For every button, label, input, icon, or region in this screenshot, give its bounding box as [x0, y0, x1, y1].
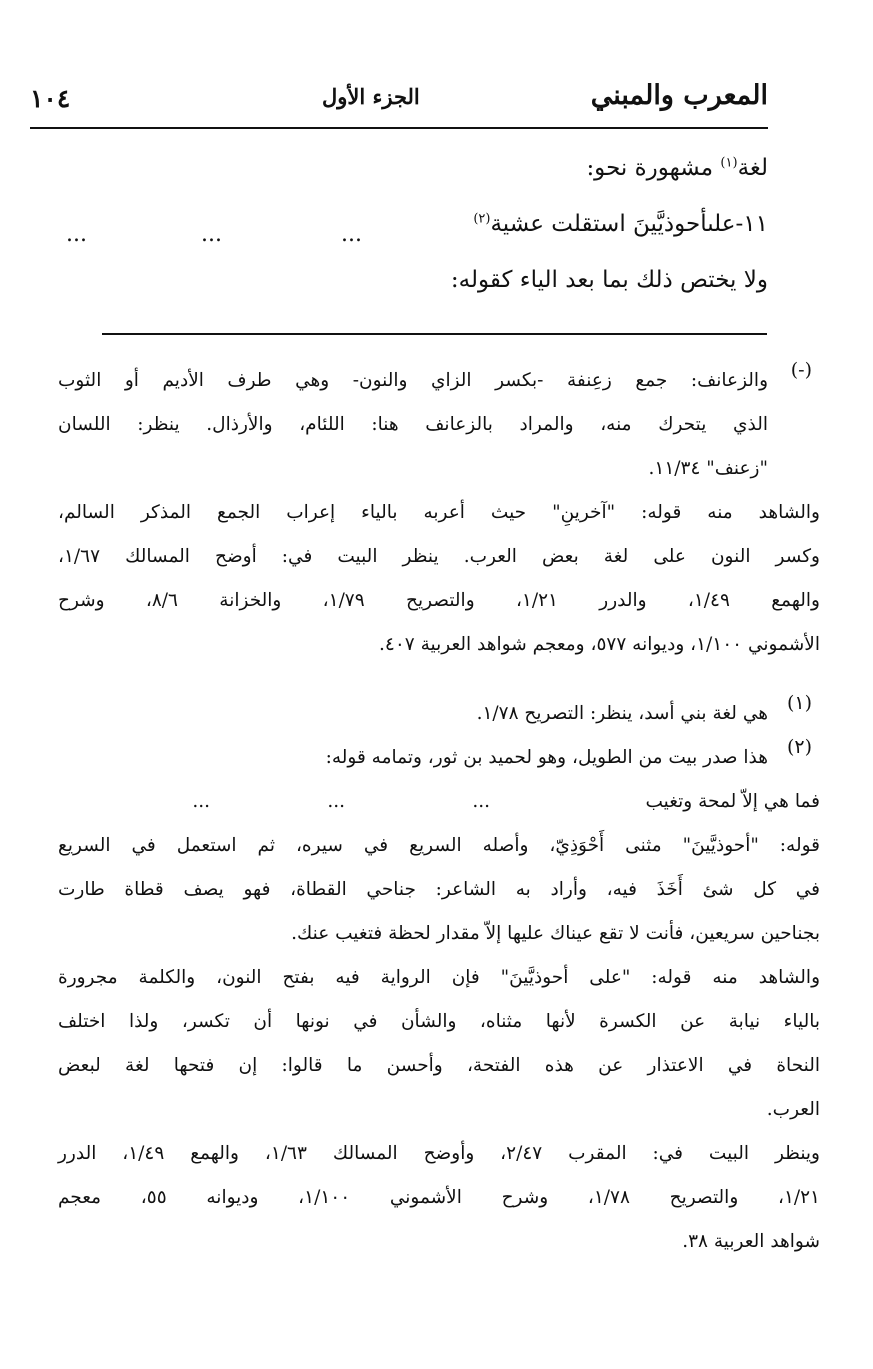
verse-hemistich: فما هي إلاّ لمحة وتغيب — [645, 791, 820, 812]
footnote-line: شواهد العربية ٣٨. — [682, 1231, 820, 1252]
verse-ellipsis-1: ... — [341, 222, 362, 247]
book-title: المعرب والمبني — [590, 80, 768, 111]
footnote-marker: (١) — [786, 692, 812, 714]
verse-completion — [58, 780, 820, 824]
verse-completion-ellipsis: ... — [327, 791, 345, 812]
footnote-dash — [58, 359, 820, 667]
footnote-line: وكسر النون على لغة بعض العرب. ينظر البيت في: أوضح المسالك ١/٦٧، — [58, 546, 820, 567]
footnote-line: في كل شئ أَخَذَ فيه، وأراد به الشاعر: جناحي القطاة، فهو يصف قطاة طارت — [58, 879, 820, 900]
main-line-1-after: مشهورة نحو: — [586, 155, 721, 181]
footnote-line: هي لغة بني أسد، ينظر: التصريح ١/٧٨. — [476, 703, 768, 724]
verse-completion-ellipsis: ... — [192, 791, 210, 812]
footnote-1 — [58, 692, 812, 736]
footnote-ref-2: (٢) — [473, 211, 491, 227]
header-rule — [30, 127, 768, 129]
footnote-marker: (٢) — [786, 736, 812, 758]
part-title: الجزء الأول — [322, 84, 420, 109]
footnote-line: ١/٢١، والتصريح ١/٧٨، وشرح الأشموني ١/١٠٠، وديوانه ٥٥، معجم — [58, 1187, 820, 1208]
footnote-line: والهمع ١/٤٩، والدرر ١/٢١، والتصريح ١/٧٩، والخزانة ٨/٦، وشرح — [58, 590, 820, 611]
footnote-line: هذا صدر بيت من الطويل، وهو لحميد بن ثور، وتمامه قوله: — [325, 747, 768, 768]
footnote-line: بجناحين سريعين، فأنت لا تقع عيناك عليها إلاّ مقدار لحظة فتغيب عنك. — [291, 923, 820, 944]
main-line-3: ولا يختص ذلك بما بعد الياء كقوله: — [450, 267, 768, 293]
main-line-1 — [60, 155, 768, 181]
verse-ellipsis-2: ... — [201, 222, 222, 247]
verse-completion-ellipsis: ... — [472, 791, 490, 812]
footnote-line: والشاهد منه قوله: "آخرينِ" حيث أعربه بالياء إعراب الجمع المذكر السالم، — [58, 502, 820, 523]
footnote-line: بالياء نيابة عن الكسرة لأنها مثناه، والشأن في نونها أن تكسر، ولذا اختلف — [58, 1011, 820, 1032]
footnote-line: النحاة في الاعتذار عن هذه الفتحة، وأحسن ما قالوا: إن فتحها لغة لبعض — [58, 1055, 820, 1076]
footnote-line: والزعانف: جمع زعِنفة -بكسر الزاي والنون- وهي طرف الأديم أو الثوب — [58, 370, 768, 391]
footnote-ref-1: (١) — [720, 155, 738, 171]
footnote-line: "زعنف" ١١/٣٤. — [648, 458, 768, 479]
footnote-2 — [58, 736, 820, 1264]
footnote-line: وينظر البيت في: المقرب ٢/٤٧، وأوضح المسالك ١/٦٣، والهمع ١/٤٩، الدرر — [58, 1143, 820, 1164]
verse-line — [60, 211, 768, 237]
page-number: ١٠٤ — [30, 84, 71, 113]
footnote-line: الذي يتحرك منه، والمراد بالزعانف هنا: اللئام، والأرذال. ينظر: اللسان — [58, 414, 768, 435]
footnote-line: والشاهد منه قوله: "على أحوذيَّينَ" فإن الرواية فيه بفتح النون، والكلمة مجرورة — [58, 967, 820, 988]
footnote-line: العرب. — [766, 1099, 820, 1120]
running-header — [30, 72, 768, 124]
footnote-marker: (-) — [790, 359, 812, 381]
footnotes-rule — [102, 333, 767, 335]
verse-ellipsis-3: ... — [66, 222, 87, 247]
verse-text: ١١-علىأحوذيَّينَ استقلت عشية — [490, 211, 768, 237]
footnote-line: قوله: "أحوذيَّينَ" مثنى أَحْوَذِيّ، وأصله السريع في سيره، ثم استعمل في السريع — [58, 835, 820, 856]
main-line-1-before: لغة — [737, 155, 768, 181]
footnote-line: الأشموني ١/١٠٠، وديوانه ٥٧٧، ومعجم شواهد العربية ٤٠٧. — [379, 634, 820, 655]
